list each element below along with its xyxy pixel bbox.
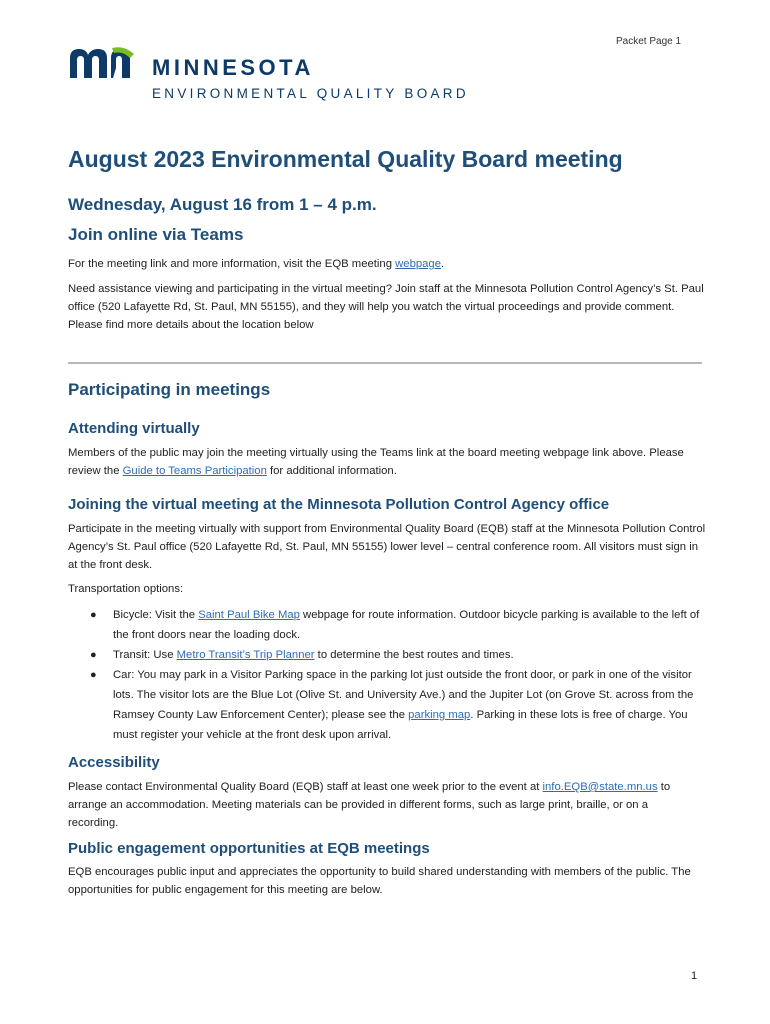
- bullet-icon: ●: [90, 649, 97, 661]
- page-title: August 2023 Environmental Quality Board meeting: [68, 146, 623, 172]
- accessibility-paragraph: [68, 778, 698, 832]
- bullet-icon: ●: [90, 609, 97, 621]
- parking-map-link[interactable]: parking map: [408, 709, 471, 721]
- participating-heading: Participating in meetings: [68, 380, 271, 399]
- bullet-text: Transit: Use: [113, 649, 177, 661]
- engagement-heading: Public engagement opportunities at EQB meetings: [68, 840, 430, 857]
- teams-guide-link[interactable]: Guide to Teams Participation: [122, 465, 267, 477]
- bullet-text-end: to determine the best routes and times.: [314, 649, 514, 661]
- engagement-paragraph: EQB encourages public input and appreciates the opportunity to build shared understanding with members of the public. The opportunities for public engagement for this meeting are below.: [68, 866, 691, 896]
- packet-page-label: Packet Page 1: [616, 36, 682, 47]
- meeting-date-heading: Wednesday, August 16 from 1 – 4 p.m.: [68, 195, 377, 214]
- list-item: [88, 665, 702, 745]
- assistance-paragraph: Need assistance viewing and participating in the virtual meeting? Join staff at the Minnesota Pollution Control Agency’s St. Paul office (520 Lafayette Rd, St. Paul, MN 55155), and they will help you watch the virtual proceedings and provide comment. Please find more details about the location below: [68, 283, 704, 331]
- logo-wordmark: MINNESOTA: [152, 55, 314, 80]
- bullet-text: Car: You may park in a Visitor Parking space in the parking lot just outside the front door, or park in one of the visitor lots. The visitor lots are the Blue Lot (Olive St. and University Ave.) and the Jupiter Lot (on Grove St. across from the Ramsey County Law Enforcement Center); please see the: [113, 669, 694, 721]
- office-heading: Joining the virtual meeting at the Minnesota Pollution Control Agency office: [68, 496, 610, 513]
- transport-label: Transportation options:: [68, 583, 184, 595]
- accessibility-heading: Accessibility: [68, 754, 160, 771]
- virtual-text-end: for additional information.: [266, 465, 397, 477]
- join-online-heading: Join online via Teams: [68, 225, 244, 244]
- join-text-end: .: [441, 258, 445, 270]
- bullet-icon: ●: [90, 669, 97, 681]
- bullet-text: Bicycle: Visit the: [113, 609, 199, 621]
- trip-planner-link[interactable]: Metro Transit’s Trip Planner: [176, 649, 315, 661]
- office-paragraph: Participate in the meeting virtually with support from Environmental Quality Board (EQB) staff at the Minnesota Pollution Control Agency’s St. Paul office (520 Lafayette Rd, St. Paul, MN 55155) lower level – central conference room. All visitors must sign in at the front desk.: [68, 523, 706, 571]
- list-item: [88, 605, 702, 645]
- virtual-text: Members of the public may join the meeting virtually using the Teams link at the board meeting webpage link above. Please review the: [68, 447, 684, 477]
- join-text: For the meeting link and more information, visit the EQB meeting: [68, 258, 396, 270]
- transport-list: [88, 605, 702, 745]
- accessibility-text-end: to arrange an accommodation. Meeting materials can be provided in different forms, such as large print, braille, or on a recording.: [68, 781, 671, 829]
- join-paragraph: [68, 255, 708, 273]
- logo-subtitle: ENVIRONMENTAL QUALITY BOARD: [152, 86, 469, 101]
- attending-virtually-heading: Attending virtually: [68, 420, 200, 437]
- bike-map-link[interactable]: Saint Paul Bike Map: [198, 609, 300, 621]
- page-number: 1: [691, 970, 698, 982]
- list-item: [88, 645, 702, 665]
- attending-virtually-paragraph: [68, 444, 698, 480]
- minnesota-m-logo-icon: [68, 46, 138, 80]
- webpage-link[interactable]: webpage: [395, 258, 441, 270]
- bullet-text-end: . Parking in these lots is free of charge. You must register your vehicle at the front desk upon arrival.: [113, 709, 688, 741]
- bullet-text-end: webpage for route information. Outdoor bicycle parking is available to the left of the front doors near the loading dock.: [113, 609, 700, 641]
- email-link[interactable]: info.EQB@state.mn.us: [542, 781, 658, 793]
- accessibility-text: Please contact Environmental Quality Board (EQB) staff at least one week prior to the event at: [68, 781, 543, 793]
- section-divider: [68, 362, 702, 364]
